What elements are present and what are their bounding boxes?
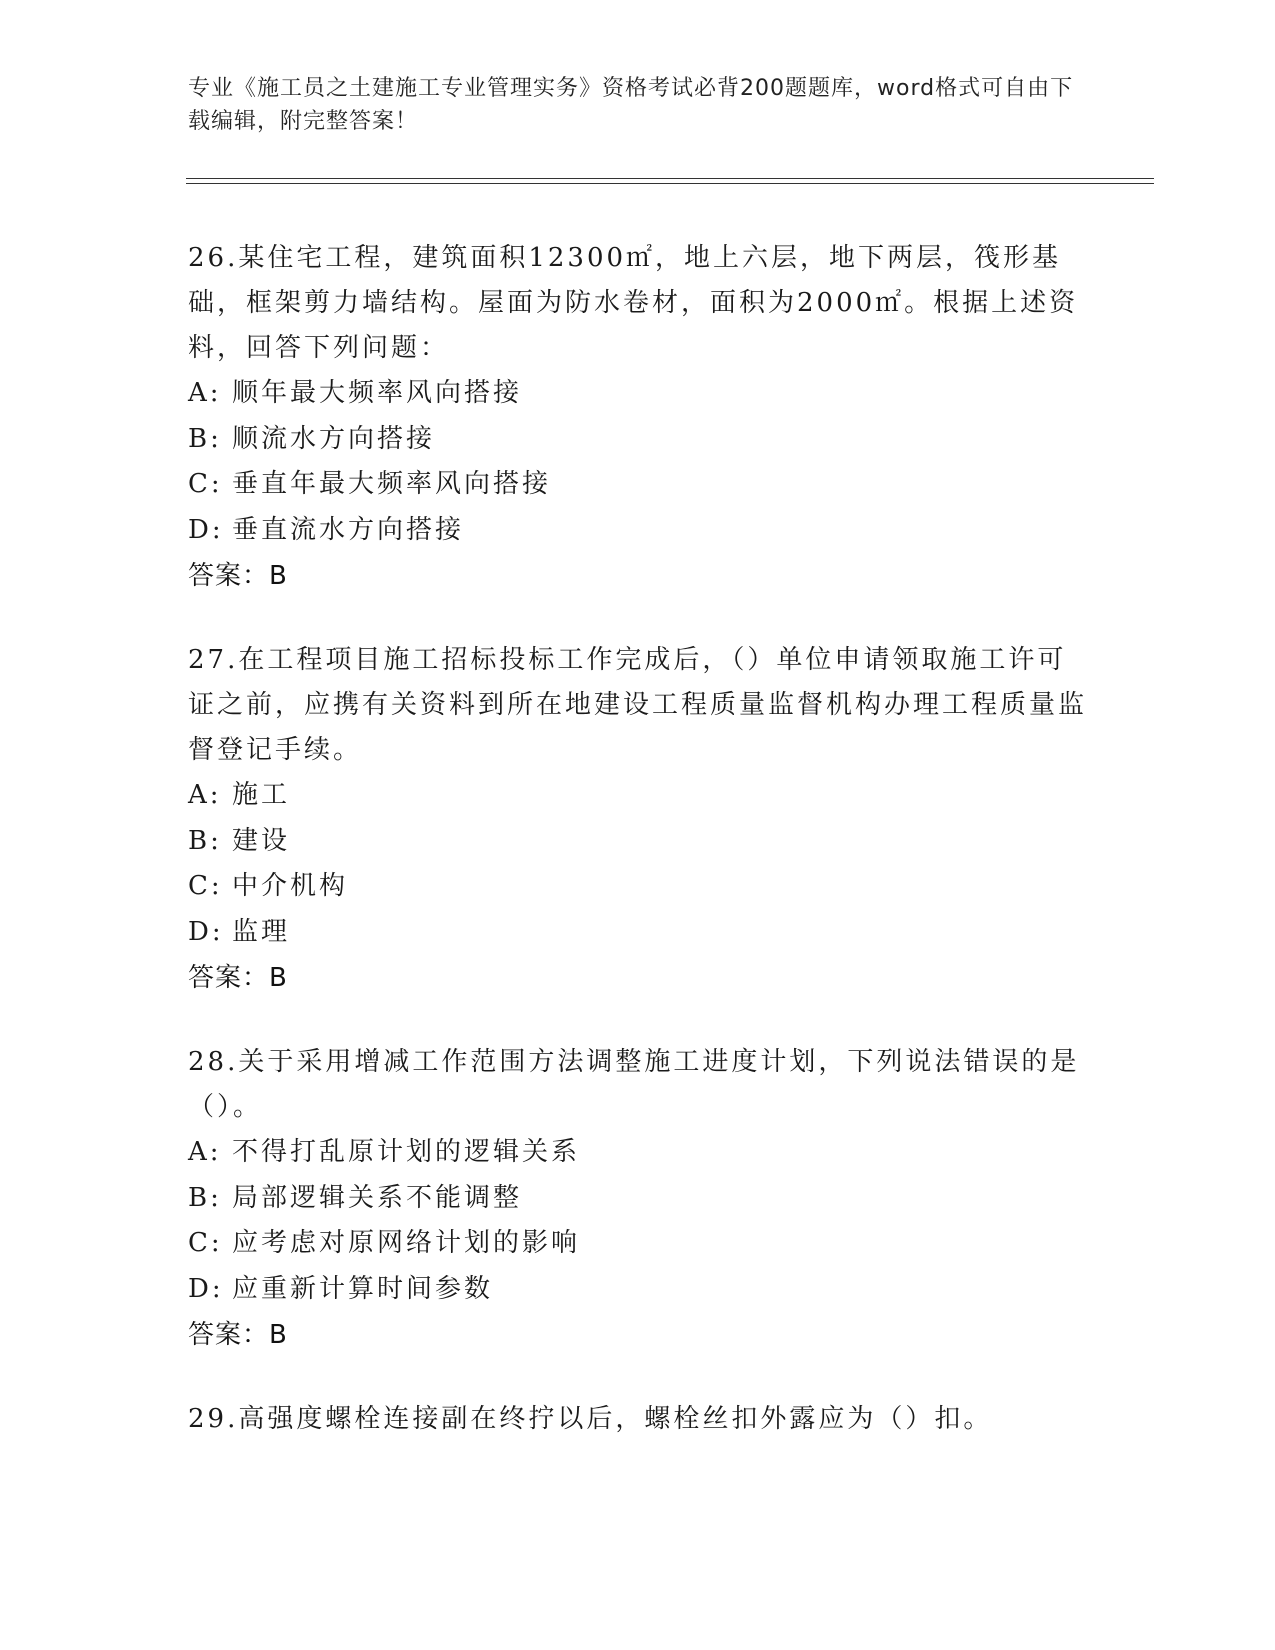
option-letter: C: <box>188 469 223 499</box>
question-stem: 27.在工程项目施工招标投标工作完成后，（）单位申请领取施工许可证之前，应携有关资料到所在地建设工程质量监督机构办理工程质量监督登记手续。 <box>188 645 1088 765</box>
option-letter: D: <box>188 916 224 947</box>
option-letter: B: <box>188 423 222 454</box>
question-item <box>188 638 1088 1001</box>
document-header-title: 专业《施工员之土建施工专业管理实务》资格考试必背200题题库，word格式可自由下载编辑，附完整答案！ <box>188 76 1074 134</box>
question-option <box>188 462 1088 508</box>
option-letter: A: <box>188 780 222 810</box>
option-text: 监理 <box>232 916 291 947</box>
header-divider-bottom <box>186 183 1154 184</box>
question-option <box>188 1221 1088 1267</box>
question-stem: 28.关于采用增减工作范围方法调整施工进度计划，下列说法错误的是（）。 <box>188 1047 1080 1122</box>
question-option <box>188 371 1088 417</box>
question-option <box>188 773 1088 819</box>
question-answer: 答案：B <box>188 963 288 993</box>
question-option <box>188 417 1088 463</box>
option-letter: D: <box>188 514 224 545</box>
option-text: 顺流水方向搭接 <box>232 423 436 454</box>
option-text: 施工 <box>232 780 291 810</box>
option-text: 顺年最大频率风向搭接 <box>232 378 523 408</box>
option-letter: B: <box>188 825 222 856</box>
option-text: 不得打乱原计划的逻辑关系 <box>232 1137 581 1167</box>
option-text: 垂直年最大频率风向搭接 <box>232 469 552 499</box>
header-divider-top <box>186 178 1154 179</box>
option-text: 局部逻辑关系不能调整 <box>232 1182 523 1213</box>
option-letter: C: <box>188 871 223 901</box>
option-letter: C: <box>188 1228 223 1258</box>
question-option <box>188 819 1088 865</box>
question-answer: 答案：B <box>188 561 288 591</box>
question-item <box>188 236 1088 599</box>
question-list <box>188 236 1088 1481</box>
question-option <box>188 864 1088 910</box>
option-letter: D: <box>188 1273 224 1304</box>
option-text: 应考虑对原网络计划的影响 <box>232 1228 581 1258</box>
question-option <box>188 1176 1088 1222</box>
question-item <box>188 1397 1088 1442</box>
question-option <box>188 508 1088 554</box>
question-option <box>188 1130 1088 1176</box>
question-stem: 26.某住宅工程，建筑面积12300㎡，地上六层，地下两层，筏形基础，框架剪力墙结构。屋面为防水卷材，面积为2000㎡。根据上述资料，回答下列问题： <box>188 243 1079 363</box>
option-text: 建设 <box>232 825 291 856</box>
option-letter: B: <box>188 1182 222 1213</box>
question-answer: 答案：B <box>188 1320 288 1350</box>
question-option <box>188 1267 1088 1313</box>
question-item <box>188 1040 1088 1358</box>
option-text: 中介机构 <box>232 871 349 901</box>
question-stem: 29.高强度螺栓连接副在终拧以后，螺栓丝扣外露应为（）扣。 <box>188 1404 993 1434</box>
question-option <box>188 910 1088 956</box>
option-text: 垂直流水方向搭接 <box>232 514 465 545</box>
option-text: 应重新计算时间参数 <box>232 1273 494 1304</box>
option-letter: A: <box>188 1137 222 1167</box>
option-letter: A: <box>188 378 222 408</box>
